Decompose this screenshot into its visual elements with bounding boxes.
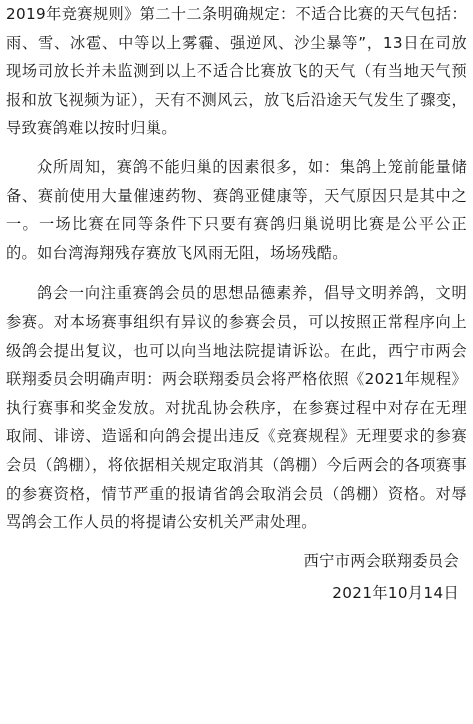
signature: 西宁市两会联翔委员会 bbox=[303, 551, 459, 570]
paragraph-statement: 鸽会一向注重赛鸽会员的思想品德素养，倡导文明养鸽，文明参赛。对本场赛事组织有异议的参赛会员，可以按照正常程序向上级鸽会提出复议，也可以向当地法院提请诉讼。在此，西宁市两会联翔委员会明确声明：两会联翔委员会将严格依照《2021年规程》执行赛事和奖金发放。对扰乱协会秩序，在参赛过程中对存在无理取闹、诽谤、造谣和向鸽会提出违反《竞赛规程》无理要求的参赛会员（鸽棚），将依据相关规定取消其（鸽棚）今后两会的各项赛事的参赛资格，情节严重的报请省鸽会取消会员（鸽棚）资格。对辱骂鸽会工作人员的将提请公安机关严肃处理。 bbox=[6, 284, 467, 532]
paragraph-rules-weather: 2019年竞赛规则》第二十二条明确规定：不适合比赛的天气包括：雨、雪、冰雹、中等以上雾霾、强逆风、沙尘暴等”，13日在司放现场司放长并未监测到以上不适合比赛放飞的天气（有当地天气预报和放飞视频为证），天有不测风云，放飞后沿途天气发生了骤变，导致赛鸽难以按时归巢。 bbox=[6, 5, 467, 138]
paragraph-homing-factors: 众所周知，赛鸽不能归巢的因素很多，如：集鸽上笼前能量储备、赛前使用大量催速药物、赛鸽亚健康等，天气原因只是其中之一。一场比赛在同等条件下只要有赛鸽归巢说明比赛是公平公正的。如台湾海翔残存赛放飞风雨无阻，场场残酷。 bbox=[6, 157, 467, 262]
date: 2021年10月14日 bbox=[332, 584, 459, 603]
announcement-document bbox=[6, 0, 467, 605]
